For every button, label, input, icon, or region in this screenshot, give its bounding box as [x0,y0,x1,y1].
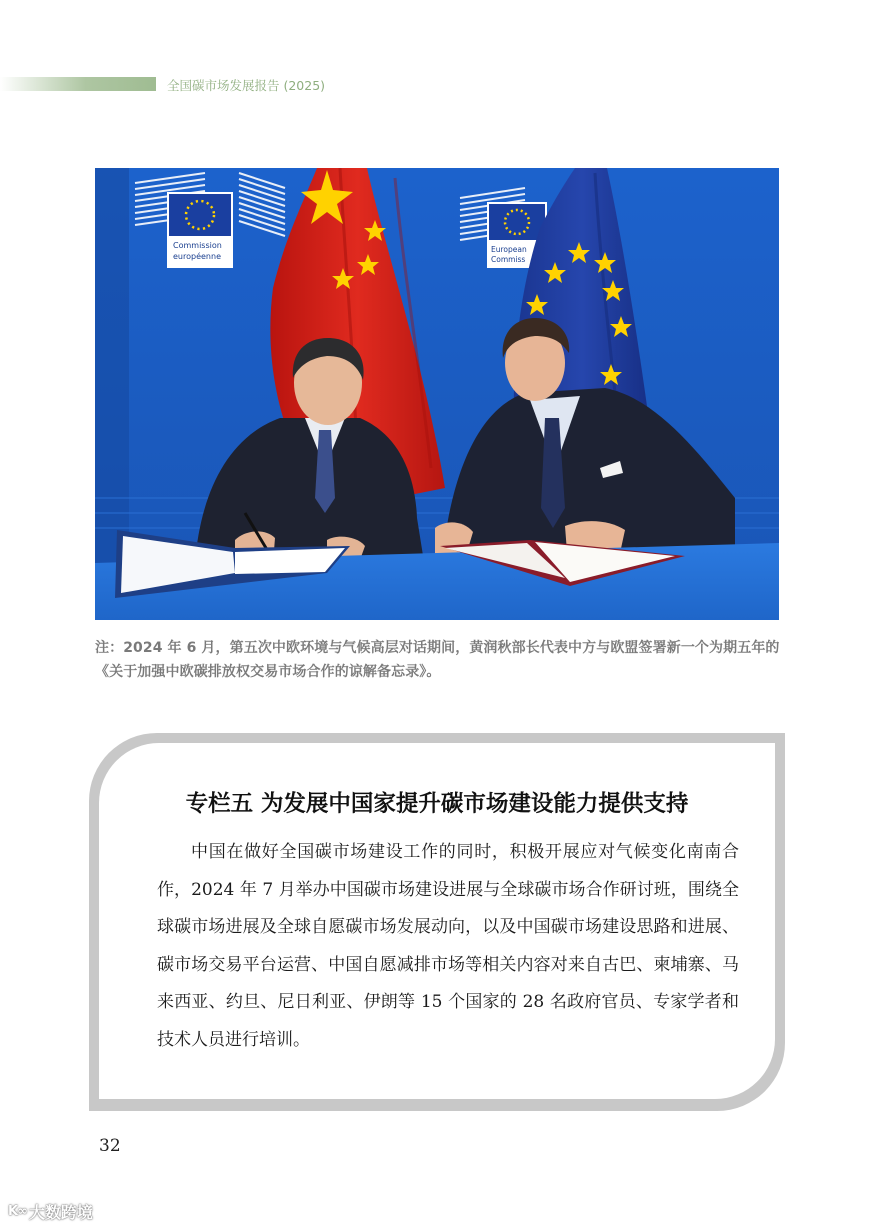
column-body: 中国在做好全国碳市场建设工作的同时，积极开展应对气候变化南南合作，2024 年 7 月举办中国碳市场建设进展与全球碳市场合作研讨班，围绕全球碳市场进展及全球自愿碳市场发展动向，以及中国碳市场建设思路和进展、碳市场交易平台运营、中国自愿减排市场等相关内容对来自古巴、柬埔寨、马来西亚、约旦、尼日利亚、伊朗等 15 个国家的 28 名政府官员、专家学者和技术人员进行培训。 [157,842,739,1050]
photo-caption: 注：2024 年 6 月，第五次中欧环境与气候高层对话期间，黄润秋部长代表中方与欧盟签署新一个为期五年的《关于加强中欧碳排放权交易市场合作的谅解备忘录》。 [95,640,780,680]
running-header: 全国碳市场发展报告 (2025) [167,78,326,93]
column-title: 专栏五 为发展中国家提升碳市场建设能力提供支持 [185,791,689,817]
header-decor-bar [0,77,156,91]
commission-sign-line2: européenne [173,252,221,261]
page-number: 32 [99,1136,121,1156]
commission-sign-line1: Commission [173,241,222,250]
european-sign-line1: European [491,245,527,254]
watermark [8,1200,93,1223]
watermark-logo-icon: K∞ [8,1204,27,1219]
european-sign-line2: Commiss [491,255,526,264]
signing-photo [95,168,779,620]
watermark-text: 大数跨境 [28,1203,93,1222]
